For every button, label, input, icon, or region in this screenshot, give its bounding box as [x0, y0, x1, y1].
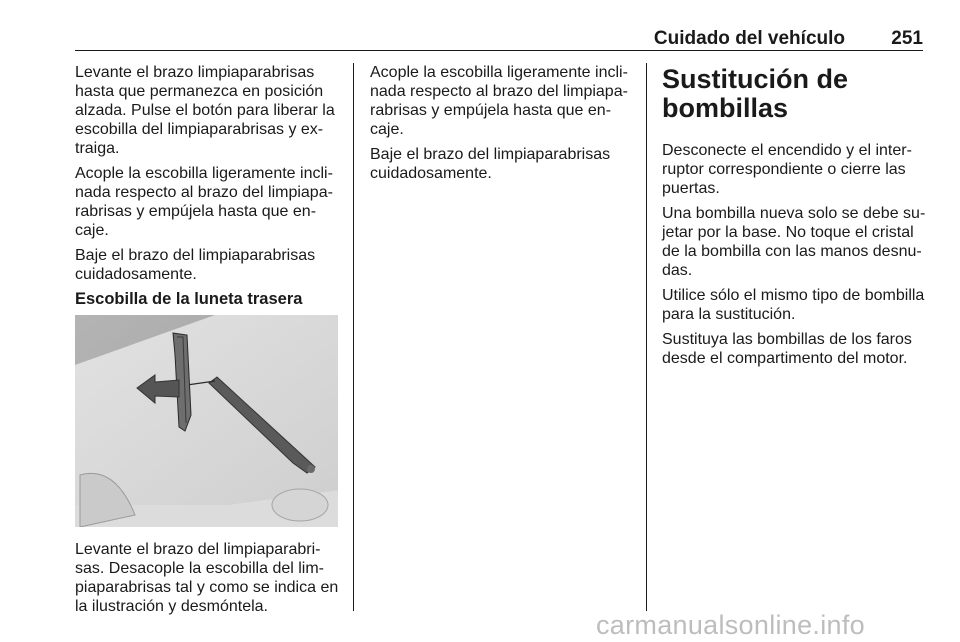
- page-header: [75, 28, 923, 51]
- section-heading: Sustitución de bombillas: [662, 64, 849, 123]
- wiper-pivot-cap: [272, 489, 328, 521]
- section-title: Cuidado del vehículo: [653, 28, 845, 49]
- paragraph: Utilice sólo el mismo tipo de bombilla para la sustitución.: [662, 287, 925, 323]
- paragraph: Acople la escobilla ligeramente incli-nada respecto al brazo del limpiapa-rabrisas y empújela hasta que en-caje.: [75, 165, 333, 239]
- paragraph: Levante el brazo limpiaparabrisas hasta que permanezca en posición alzada. Pulse el botón para liberar la escobilla del limpiaparabrisas y ex-traiga.: [75, 64, 335, 157]
- subheading: Escobilla de la luneta trasera: [75, 290, 303, 308]
- illustration-svg: [75, 315, 338, 527]
- paragraph: Baje el brazo del limpiaparabrisas cuidadosamente.: [370, 146, 611, 182]
- column-left: [75, 63, 345, 315]
- page-number: 251: [891, 28, 923, 49]
- rear-wiper-illustration: [75, 315, 338, 527]
- column-middle: [370, 63, 640, 189]
- figure-caption: Levante el brazo del limpiaparabri-sas. Desacople la escobilla del lim-piaparabrisas tal y como se indica en la ilustración y desmóntela.: [75, 541, 339, 615]
- paragraph: Sustituya las bombillas de los faros desde el compartimento del motor.: [662, 331, 912, 367]
- arm-pivot-nut: [307, 465, 315, 473]
- paragraph: Una bombilla nueva solo se debe su-jetar por la base. No toque el cristal de la bombilla con las manos desnu-das.: [662, 205, 926, 279]
- paragraph: Desconecte el encendido y el inter-ruptor correspondiente o cierre las puertas.: [662, 142, 912, 197]
- watermark: carmanualsonline.info: [596, 610, 865, 640]
- column-right: [662, 63, 930, 374]
- paragraph: Acople la escobilla ligeramente incli-nada respecto al brazo del limpiapa-rabrisas y empújela hasta que en-caje.: [370, 64, 628, 138]
- column-divider: [646, 63, 647, 611]
- column-divider: [353, 63, 354, 611]
- paragraph: Baje el brazo del limpiaparabrisas cuidadosamente.: [75, 247, 316, 283]
